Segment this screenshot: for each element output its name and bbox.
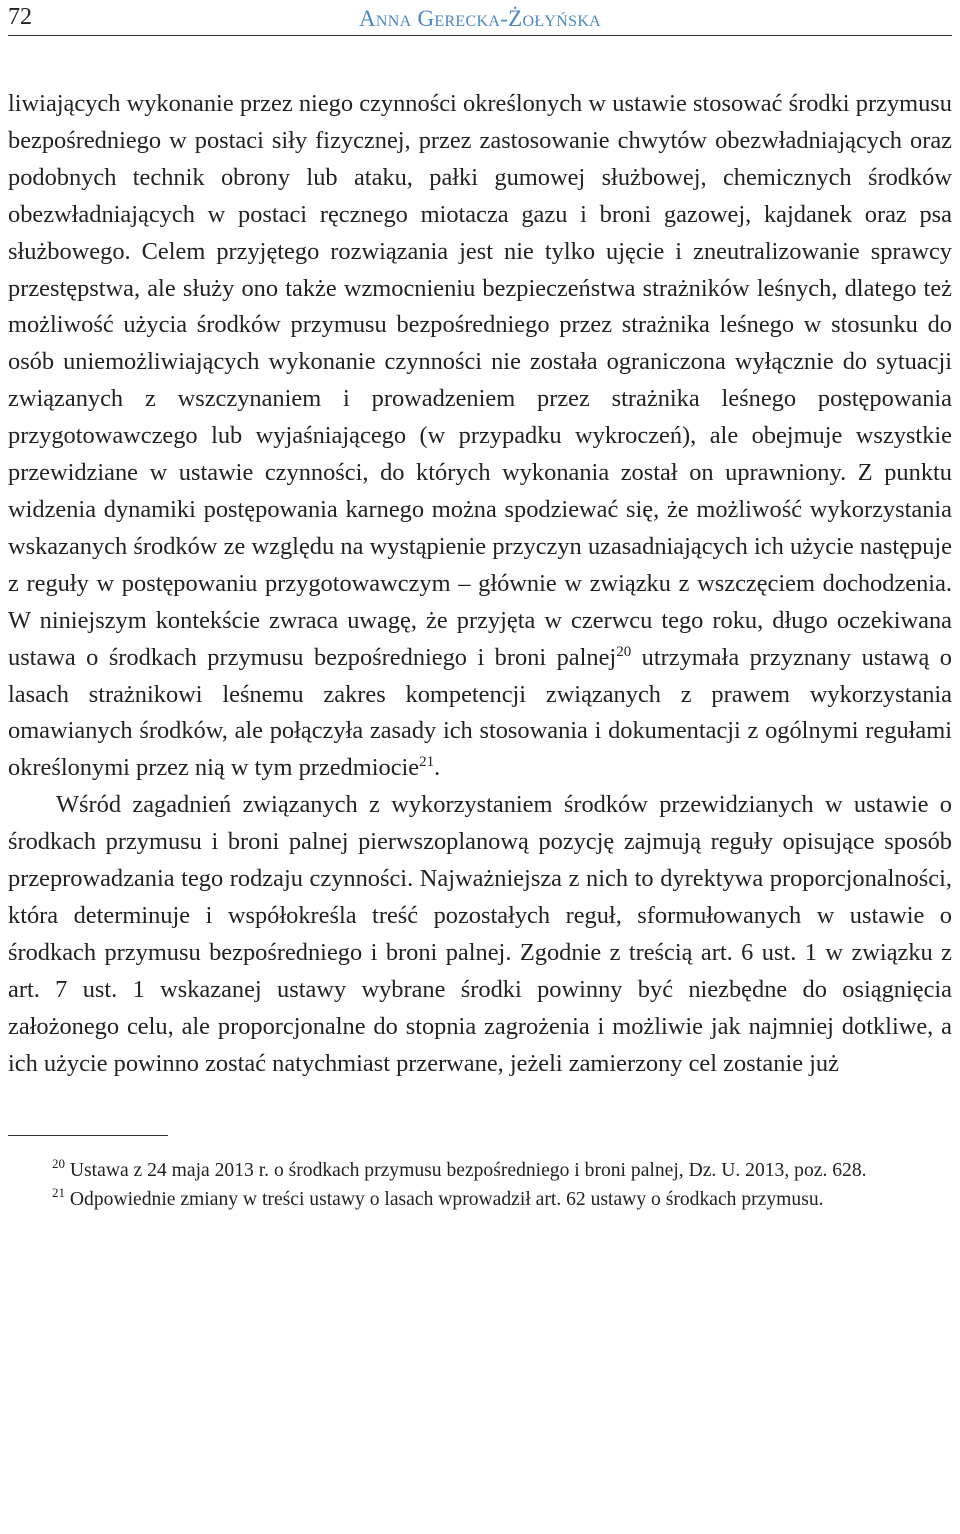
footnote-marker-21: 21 (52, 1185, 65, 1201)
paragraph-1-part-b: utrzymała przyznany ustawą o lasach strażnikowi leśnemu zakres kompetencji związanych z prawem wykorzystania omawianych środków, ale połączyła zasady ich stosowania i dokumentacji z ogólnymi regułami określonymi przez nią w tym przedmiocie (8, 643, 953, 782)
paragraph-1 (8, 86, 952, 787)
footnote-ref-20[interactable]: 20 (616, 643, 632, 660)
paragraph-1-part-c: . (434, 754, 441, 782)
footnote-text-21: Odpowiednie zmiany w treści ustawy o lasach wprowadził art. 62 ustawy o środkach przymusu. (65, 1189, 824, 1211)
footnote-20 (8, 1156, 952, 1185)
footnote-marker-20: 20 (52, 1156, 65, 1172)
footnote-text-20: Ustawa z 24 maja 2013 r. o środkach przymusu bezpośredniego i broni palnej, Dz. U. 2013, poz. 628. (65, 1160, 867, 1182)
paragraph-2: Wśród zagadnień związanych z wykorzystaniem środków przewidzianych w ustawie o środkach przymusu i broni palnej pierwszoplanową pozycję zajmują reguły opisujące sposób przeprowadzania tego rodzaju czynności. Najważniejsza z nich to dyrektywa proporcjonalności, która determinuje i współokreśla treść pozostałych reguł, sformułowanych w ustawie o środkach przymusu bezpośredniego i broni palnej. Zgodnie z treścią art. 6 ust. 1 w związku z art. 7 ust. 1 wskazanej ustawy wybrane środki powinny być niezbędne do osiągnięcia założonego celu, ale proporcjonalne do stopnia zagrożenia i możliwie jak najmniej dotkliwe, a ich użycie powinno zostać natychmiast przerwane, jeżeli zamierzony cel zostanie już (8, 791, 952, 1077)
footnote-21 (8, 1185, 952, 1214)
paragraph-1-part-a: liwiających wykonanie przez niego czynności określonych w ustawie stosować środki przymusu bezpośredniego w postaci siły fizycznej, przez zastosowanie chwytów obezwładniających oraz podobnych technik obrony lub ataku, pałki gumowej służbowej, chemicznych środków obezwładniających w postaci ręcznego miotacza gazu i broni gazowej, kajdanek oraz psa służbowego. Celem przyjętego rozwiązania jest nie tylko ujęcie i zneutralizowanie sprawcy przestępstwa, ale służy ono także wzmocnieniu bezpieczeństwa strażników leśnych, dlatego też możliwość użycia środków przymusu bezpośredniego przez strażnika leśnego w stosunku do osób uniemożliwiających wykonanie czynności nie została ograniczona wyłącznie do sytuacji związanych z wszczynaniem i prowadzeniem przez strażnika leśnego postępowania przygotowawczego lub wyjaśniającego (w przypadku wykroczeń), ale obejmuje wszystkie przewidziane w ustawie czynności, do których wykonania został on uprawniony. Z punktu widzenia dynamiki postępowania karnego można spodziewać się, że możliwość wykorzystania wskazanych środków ze względu na wystąpienie przyczyn uzasadniających ich użycie następuje z reguły w postępowaniu przygotowawczym – głównie w związku z wszczęciem dochodzenia. W niniejszym kontekście zwraca uwagę, że przyjęta w czerwcu tego roku, długo oczekiwana ustawa o środkach przymusu bezpośredniego i broni palnej (8, 90, 952, 671)
footnote-ref-21[interactable]: 21 (419, 754, 435, 771)
footnotes (8, 1156, 952, 1214)
running-header (8, 0, 952, 36)
footnote-separator (8, 1135, 168, 1136)
page-number: 72 (8, 4, 32, 30)
body-text (8, 86, 952, 1082)
page (8, 0, 952, 1214)
running-title: Anna Gerecka-Żołyńska (358, 6, 602, 31)
